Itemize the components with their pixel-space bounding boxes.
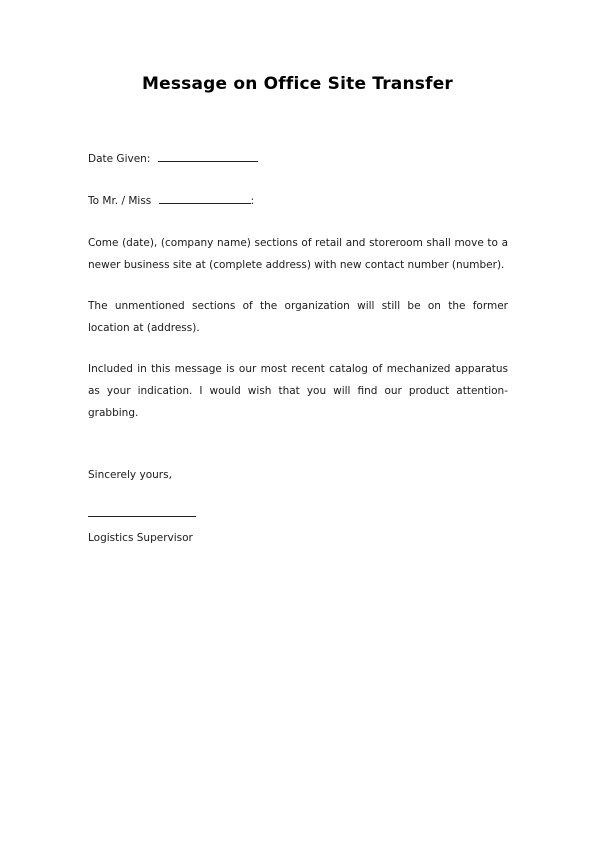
paragraph-former-location: The unmentioned sections of the organization will still be on the former location at (address). xyxy=(88,300,508,334)
signature-line xyxy=(88,516,196,517)
paragraph-relocation: Come (date), (company name) sections of retail and storeroom shall move to a newer business site at (complete address) with new contact number (number). xyxy=(88,237,508,271)
recipient-blank xyxy=(159,195,251,204)
date-given-label: Date Given: xyxy=(88,153,151,165)
recipient-line xyxy=(88,190,508,212)
signatory-title: Logistics Supervisor xyxy=(88,532,193,544)
date-blank xyxy=(158,153,258,162)
recipient-label: To Mr. / Miss xyxy=(88,195,152,207)
closing: Sincerely yours, xyxy=(88,469,172,481)
document-title: Message on Office Site Transfer xyxy=(141,74,454,94)
recipient-suffix: : xyxy=(250,195,255,207)
date-given-line xyxy=(88,148,508,170)
paragraph-catalog: Included in this message is our most recent catalog of mechanized apparatus as your indication. I would wish that you will find our product attention-grabbing. xyxy=(88,363,508,419)
